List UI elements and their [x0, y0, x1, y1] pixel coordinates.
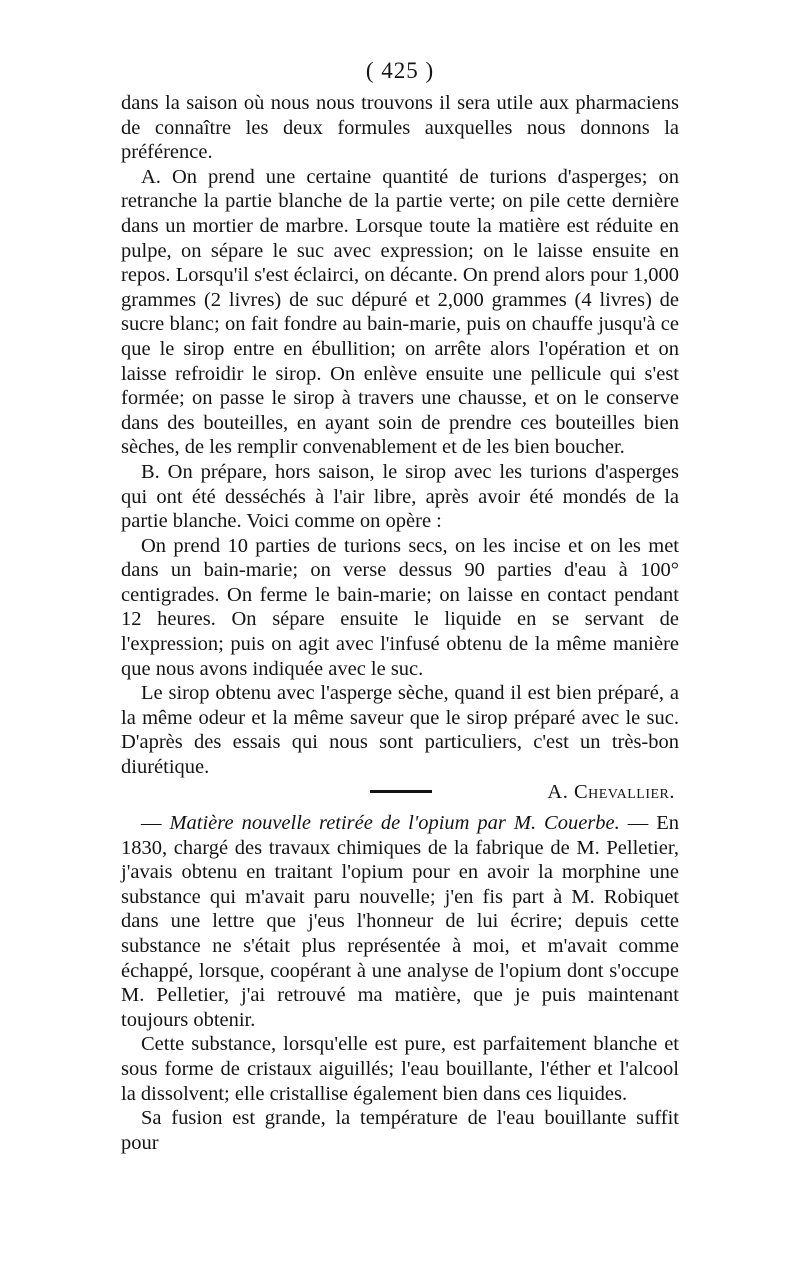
article-body-start: — En 1830, chargé des travaux chimiques de la fabrique de M. Pelletier, j'avais obtenu en traitant l'opium pour en avoir la morphine une substance qui m'avait paru nouvelle; j'en fis part à M. Robiquet dans une lettre que j'eus l'honneur de lui écrire; depuis cette substance ne s'était plus représentée à moi, et m'avait comme échappé, lorsque, coopérant à une analyse de l'opium dont s'occupe M. Pelletier, j'ai retrouvé ma matière, que je puis maintenant toujours obtenir. [121, 812, 679, 1031]
fusion-paragraph: Sa fusion est grande, la température de l'eau bouillante suffit pour [121, 1107, 679, 1154]
article-asparagus-syrup [121, 91, 679, 804]
procedure-paragraph: On prend 10 parties de turions secs, on les incise et on les met dans un bain-marie; on verse dessus 90 parties d'eau à 100° centigrades. On ferme le bain-marie; on laisse en contact pendant 12 heures. On sépare ensuite le liquide en se servant de l'expression; puis on agit avec l'infusé obtenu de la même manière que nous avons indiquée avec le suc. [121, 534, 679, 680]
article-opening-paragraph [121, 811, 679, 1032]
conclusion-paragraph: Le sirop obtenu avec l'asperge sèche, quand il est bien préparé, a la même odeur et la même saveur que le sirop préparé avec le suc. D'après des essais qui nous sont particuliers, c'est un très-bon diurétique. [121, 682, 679, 779]
substance-description-paragraph: Cette substance, lorsqu'elle est pure, est parfaitement blanche et sous forme de cristaux aiguillés; l'eau bouillante, l'éther et l'alcool la dissolvent; elle cristallise également bien dans ces liquides. [121, 1033, 679, 1105]
section-divider [370, 790, 432, 793]
formula-b-paragraph: B. On prépare, hors saison, le sirop avec les turions d'asperges qui ont été desséchés à l'air libre, après avoir été mondés de la partie blanche. Voici comme on opère : [121, 460, 679, 533]
article-opium-substance [121, 811, 679, 1155]
formula-a-paragraph: A. On prend une certaine quantité de turions d'asperges; on retranche la partie blanche de la partie verte; on pile cette dernière dans un mortier de marbre. Lorsque toute la matière est réduite en pulpe, on sépare le suc avec expression; on le laisse ensuite en repos. Lorsqu'il s'est éclairci, on décante. On prend alors pour 1,000 grammes (2 livres) de suc dépuré et 2,000 grammes (4 livres) de sucre blanc; on fait fondre au bain-marie, puis on chauffe jusqu'à ce que le sirop entre en ébullition; on arrête alors l'opération et on laisse refroidir le sirop. On enlève ensuite une pellicule qui s'est formée; on passe le sirop à travers une chausse, et on le conserve dans des bouteilles, en ayant soin de prendre ces bouteilles bien sèches, de les remplir convenablement et de les bien boucher. [121, 165, 679, 459]
title-dash: — [141, 812, 170, 834]
article-title: Matière nouvelle retirée de l'opium par M. Couerbe. [169, 812, 620, 834]
page-number: ( 425 ) [365, 58, 435, 83]
intro-paragraph: dans la saison où nous nous trouvons il sera utile aux pharmaciens de connaître les deux formules auxquelles nous donnons la préférence. [121, 92, 679, 164]
author-signature: A. Chevallier. [547, 780, 675, 803]
